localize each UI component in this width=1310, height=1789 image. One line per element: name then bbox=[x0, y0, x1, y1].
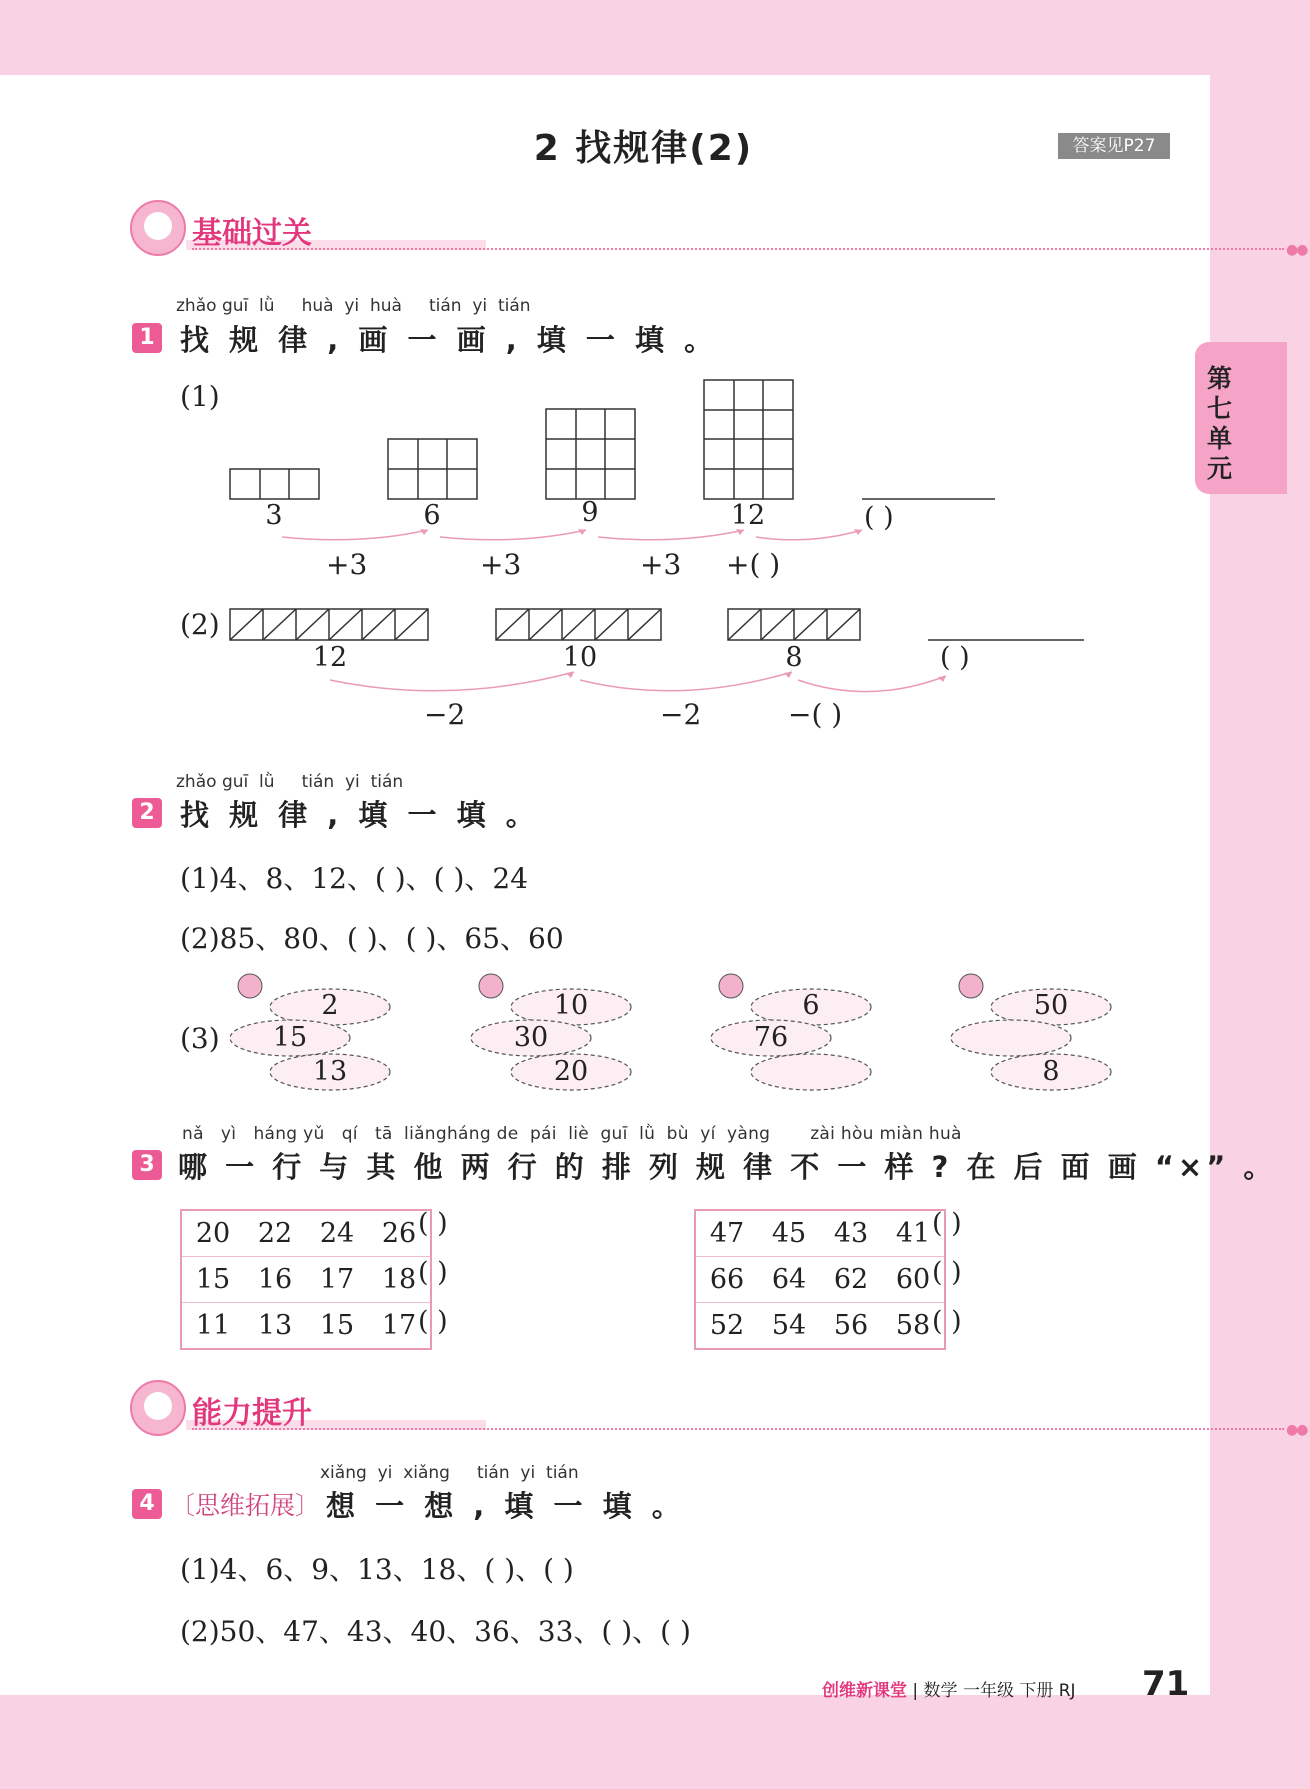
ellipse-number: 15 bbox=[272, 1022, 308, 1053]
answer-reference: 答案见P27 bbox=[1058, 133, 1170, 159]
arrow bbox=[330, 672, 574, 691]
frog-icon bbox=[479, 974, 503, 998]
footer-info bbox=[822, 1676, 1076, 1701]
row-mark-blank[interactable]: ( ) bbox=[932, 1306, 962, 1337]
section-title: 基础过关 bbox=[192, 216, 312, 251]
section-title: 能力提升 bbox=[192, 1396, 312, 1431]
page-title: 2 找规律(2) bbox=[533, 128, 754, 169]
row-mark-blank[interactable]: ( ) bbox=[418, 1257, 448, 1288]
table-row: 52 54 56 58 bbox=[695, 1303, 945, 1350]
step-label: +3 bbox=[640, 548, 682, 581]
grid-6-squares bbox=[388, 439, 477, 499]
count-label: 9 bbox=[581, 497, 599, 528]
frog-icon bbox=[959, 974, 983, 998]
grid-9-squares bbox=[546, 409, 635, 499]
q4-tag: 〔思维拓展〕 bbox=[170, 1491, 321, 1520]
step-blank[interactable]: +( ) bbox=[726, 548, 781, 581]
q3-table-right bbox=[694, 1209, 946, 1350]
frog-icon bbox=[719, 974, 743, 998]
footer-brand: 创维新课堂 bbox=[822, 1681, 907, 1701]
step-label: +3 bbox=[326, 548, 368, 581]
q2-line1: (1)4、8、12、( )、( )、24 bbox=[180, 862, 529, 895]
q4-line1: (1)4、6、9、13、18、( )、( ) bbox=[180, 1553, 574, 1586]
grid-3-squares bbox=[230, 469, 319, 499]
ellipse-number: 20 bbox=[553, 1056, 589, 1087]
question-number: 1 bbox=[132, 323, 162, 353]
strip-8-lines bbox=[728, 609, 860, 640]
ellipse-number: 76 bbox=[753, 1022, 789, 1053]
q1-text: 找 规 律 , 画 一 画 , 填 一 填 。 bbox=[180, 323, 719, 357]
q1-part1-figure bbox=[0, 0, 1287, 760]
count-label: 8 bbox=[785, 642, 803, 673]
count-label: 12 bbox=[312, 642, 348, 673]
row-mark-blank[interactable]: ( ) bbox=[932, 1208, 962, 1239]
table-row: 11 13 15 17 bbox=[181, 1303, 431, 1350]
arrow bbox=[282, 530, 428, 540]
answer-blank[interactable]: ( ) bbox=[940, 642, 970, 673]
q3-text: 哪 一 行 与 其 他 两 行 的 排 列 规 律 不 一 样 ? 在 后 面 画 “×” 。 bbox=[178, 1150, 1277, 1184]
strip-10-lines bbox=[496, 609, 661, 640]
q3-pinyin: nǎ yì háng yǔ qí tā liǎngháng de pái liè guī lǜ bù yí yàng zài hòu miàn huà bbox=[182, 1124, 962, 1144]
q4-line2: (2)50、47、43、40、36、33、( )、( ) bbox=[180, 1615, 691, 1648]
q4-text: 想 一 想 , 填 一 填 。 bbox=[326, 1489, 686, 1523]
count-label: 10 bbox=[562, 642, 598, 673]
step-label: −2 bbox=[424, 698, 466, 731]
q2-line2: (2)85、80、( )、( )、65、60 bbox=[180, 922, 564, 955]
ellipse-number: 8 bbox=[1042, 1056, 1060, 1087]
arrow bbox=[598, 530, 744, 540]
q1-part1-label: (1) bbox=[180, 380, 220, 413]
arrow bbox=[580, 672, 792, 691]
section-divider bbox=[192, 1428, 1284, 1430]
question-number: 3 bbox=[132, 1150, 162, 1180]
step-label: +3 bbox=[480, 548, 522, 581]
row-mark-blank[interactable]: ( ) bbox=[418, 1208, 448, 1239]
arrow bbox=[440, 530, 586, 540]
section-header-advanced bbox=[130, 1380, 1310, 1438]
table-row: 15 16 17 18 bbox=[181, 1257, 431, 1303]
ellipse-number: 6 bbox=[802, 990, 820, 1021]
ellipse-number: 13 bbox=[312, 1056, 348, 1087]
table-row: 20 22 24 26 bbox=[195, 1218, 417, 1249]
table-row: 66 64 62 60 bbox=[695, 1257, 945, 1303]
count-label: 6 bbox=[423, 500, 441, 531]
row-mark-blank[interactable]: ( ) bbox=[418, 1306, 448, 1337]
strip-12-lines bbox=[230, 609, 428, 640]
answer-blank[interactable]: ( ) bbox=[864, 502, 894, 533]
step-blank[interactable]: −( ) bbox=[788, 698, 843, 731]
ellipse-number: 10 bbox=[553, 990, 589, 1021]
q1-part2-label: (2) bbox=[180, 608, 220, 641]
mascot-icon bbox=[130, 1380, 186, 1436]
table-row: 47 45 43 41 bbox=[709, 1218, 931, 1249]
q2-pinyin: zhǎo guī lǜ tián yi tián bbox=[176, 772, 404, 792]
dots-icon: ●● bbox=[1286, 1422, 1307, 1438]
q2-ellipse-figure bbox=[0, 970, 1287, 1100]
ellipse-number: 50 bbox=[1033, 990, 1069, 1021]
q1-pinyin: zhǎo guī lǜ huà yi huà tián yi tián bbox=[176, 296, 531, 316]
unit-tab-label: 第七单元 bbox=[1207, 364, 1233, 483]
page-number: 71 bbox=[1142, 1664, 1190, 1704]
q2-text: 找 规 律 , 填 一 填 。 bbox=[180, 798, 540, 832]
dots-icon: ●● bbox=[1286, 242, 1307, 258]
step-label: −2 bbox=[660, 698, 702, 731]
row-mark-blank[interactable]: ( ) bbox=[932, 1257, 962, 1288]
count-label: 12 bbox=[730, 500, 766, 531]
arrow bbox=[756, 530, 862, 540]
question-number: 4 bbox=[132, 1489, 162, 1519]
footer-course: | 数学 一年级 下册 RJ bbox=[912, 1681, 1076, 1701]
q2-part3-label: (3) bbox=[180, 1022, 220, 1055]
count-label: 3 bbox=[265, 500, 283, 531]
ellipse-number: 30 bbox=[513, 1022, 549, 1053]
question-number: 2 bbox=[132, 798, 162, 828]
grid-12-squares bbox=[704, 380, 793, 499]
frog-icon bbox=[238, 974, 262, 998]
q4-pinyin: xiǎng yi xiǎng tián yi tián bbox=[320, 1463, 579, 1483]
q3-table-left bbox=[180, 1209, 432, 1350]
arrow bbox=[798, 676, 946, 692]
ellipse-number: 2 bbox=[321, 990, 339, 1021]
